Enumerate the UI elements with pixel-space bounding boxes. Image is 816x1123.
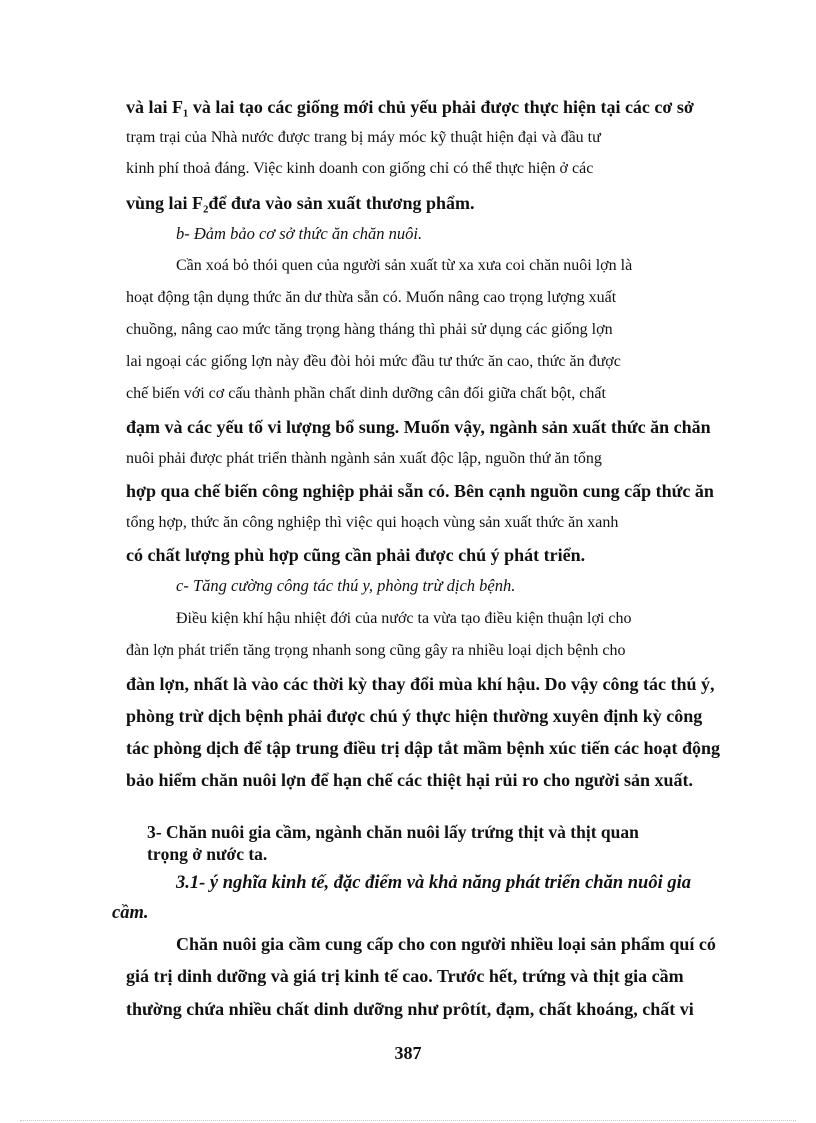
text-line: đạm và các yếu tố vi lượng bổ sung. Muốn vậy, ngành sản xuất thức ăn chăn [126, 417, 711, 437]
page-bottom-divider [20, 1120, 796, 1121]
page-number: 387 [394, 1043, 422, 1063]
text-line: phòng trừ dịch bệnh phải được chú ý thực hiện thường xuyên định kỳ công [126, 706, 703, 726]
text-line: trạm trại của Nhà nước được trang bị máy móc kỹ thuật hiện đại và đầu tư [126, 129, 601, 146]
text-line: nuôi phải được phát triển thành ngành sản xuất độc lập, nguồn thứ ăn tổng [126, 450, 602, 467]
text-line: tổng hợp, thức ăn công nghiệp thì việc qui hoạch vùng sản xuất thức ăn xanh [126, 514, 619, 531]
text-line: và lai F₁ và lai tạo các giống mới chủ yếu phải được thực hiện tại các cơ sở [126, 97, 694, 117]
text-line: hoạt động tận dụng thức ăn dư thừa sẵn có. Muốn nâng cao trọng lượng xuất [126, 289, 617, 306]
text-line: chế biến với cơ cấu thành phần chất dinh dưỡng cân đối giữa chất bột, chất [126, 385, 606, 402]
section-heading: 3- Chăn nuôi gia cầm, ngành chăn nuôi lấy trứng thịt và thịt quan [147, 822, 639, 842]
text-line: chuồng, nâng cao mức tăng trọng hàng tháng thì phải sử dụng các giống lợn [126, 321, 613, 338]
text-line: kinh phí thoả đáng. Việc kinh doanh con giống chỉ có thể thực hiện ở các [126, 160, 594, 177]
subsection-heading: c- Tăng cường công tác thú y, phòng trừ dịch bệnh. [176, 576, 516, 595]
subsection-heading: cầm. [112, 903, 149, 923]
text-line: lai ngoại các giống lợn này đều đòi hỏi mức đầu tư thức ăn cao, thức ăn được [126, 353, 621, 370]
text-line: đàn lợn, nhất là vào các thời kỳ thay đổi mùa khí hậu. Do vậy công tác thú ý, [126, 674, 715, 694]
text-line: thường chứa nhiều chất dinh dưỡng như prôtít, đạm, chất khoáng, chất vi [126, 999, 694, 1019]
text-line: giá trị dinh dưỡng và giá trị kinh tế cao. Trước hết, trứng và thịt gia cầm [126, 966, 684, 986]
text-line: Chăn nuôi gia cầm cung cấp cho con người nhiều loại sản phẩm quí có [176, 934, 716, 954]
text-line: đàn lợn phát triển tăng trọng nhanh song cũng gây ra nhiều loại dịch bệnh cho [126, 642, 626, 659]
text-line: Cần xoá bỏ thói quen của người sản xuất từ xa xưa coi chăn nuôi lợn là [176, 257, 633, 274]
subsection-heading: 3.1- ý nghĩa kinh tế, đặc điểm và khả năng phát triển chăn nuôi gia [176, 873, 691, 893]
subsection-heading: b- Đảm bảo cơ sở thức ăn chăn nuôi. [176, 224, 423, 243]
text-line: tác phòng dịch để tập trung điều trị dập tắt mầm bệnh xúc tiến các hoạt động [126, 738, 721, 758]
text-line: vùng lai F₂để đưa vào sản xuất thương phẩm. [126, 193, 475, 213]
section-heading: trọng ở nước ta. [147, 844, 268, 864]
text-line: Điều kiện khí hậu nhiệt đới của nước ta vừa tạo điều kiện thuận lợi cho [176, 610, 632, 627]
text-line: có chất lượng phù hợp cũng cần phải được chú ý phát triển. [126, 545, 586, 565]
text-line: hợp qua chế biến công nghiệp phải sẵn có. Bên cạnh nguồn cung cấp thức ăn [126, 481, 714, 501]
text-line: bảo hiểm chăn nuôi lợn để hạn chế các thiệt hại rủi ro cho người sản xuất. [126, 770, 693, 790]
